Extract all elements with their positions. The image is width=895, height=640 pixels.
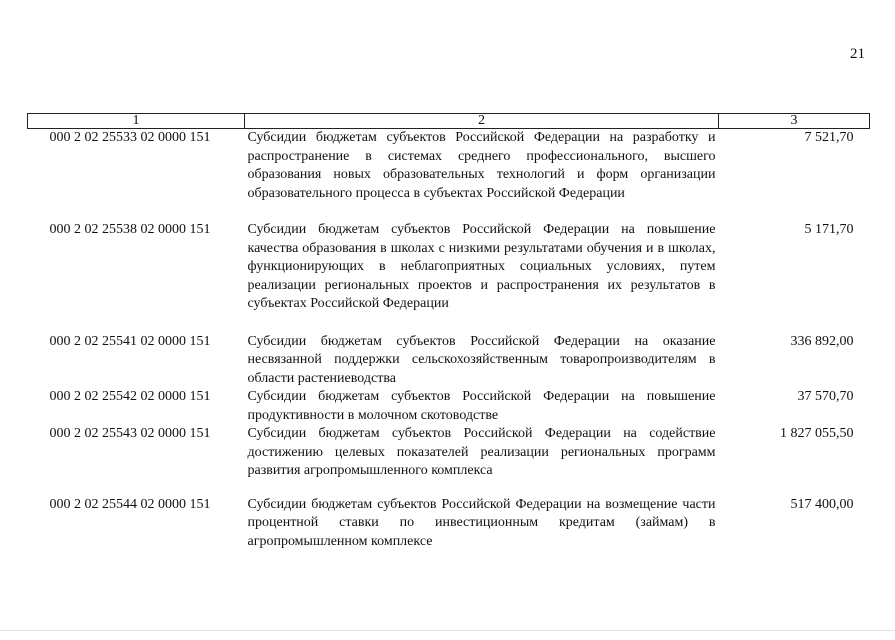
page-number: 21 [850, 46, 865, 62]
column-header-amount: 3 [719, 114, 870, 129]
subsidy-amount: 7 521,70 [804, 130, 854, 145]
row-spacer [28, 481, 870, 496]
table-row [28, 388, 870, 425]
subsidy-description: Субсидии бюджетам субъектов Российской Федерации на возмещение части процентной ставки по инвестиционным кредитам (займам) в агропромышленном комплексе [247, 496, 716, 549]
subsidy-amount: 336 892,00 [790, 333, 854, 349]
table-row [28, 129, 870, 204]
subsidy-description: Субсидии бюджетам субъектов Российской Федерации на оказание несвязанной поддержки сельскохозяйственным товаропроизводителям в области растениеводства [247, 333, 716, 386]
budget-code: 000 2 02 25542 02 0000 151 [49, 389, 211, 404]
budget-code: 000 2 02 25538 02 0000 151 [49, 222, 211, 237]
subsidy-amount: 517 400,00 [790, 496, 854, 512]
table-row [28, 333, 870, 389]
budget-code: 000 2 02 25541 02 0000 151 [49, 333, 211, 349]
row-spacer [28, 314, 870, 333]
column-header-description: 2 [245, 114, 719, 129]
table-row [28, 425, 870, 481]
budget-code: 000 2 02 25544 02 0000 151 [49, 496, 211, 512]
subsidy-description: Субсидии бюджетам субъектов Российской Федерации на повышение продуктивности в молочном скотоводстве [247, 389, 716, 423]
budget-code: 000 2 02 25533 02 0000 151 [49, 130, 211, 145]
column-header-code: 1 [28, 114, 245, 129]
subsidy-description: Субсидии бюджетам субъектов Российской Федерации на разработку и распространение в системах среднего профессионального, высшего образования новых образовательных технологий и форм организации образовательного процесса в субъектах Российской Федерации [247, 130, 716, 201]
table-header-row [28, 114, 870, 129]
table-row [28, 221, 870, 314]
subsidies-table [27, 113, 870, 551]
subsidy-description: Субсидии бюджетам субъектов Российской Федерации на повышение качества образования в школах с низкими результатами обучения и в школах, функционирующих в неблагоприятных социальных условиях, путем реализации региональных проектов и распространения их результатов в субъектах Российской Федерации [247, 222, 716, 311]
budget-code: 000 2 02 25543 02 0000 151 [49, 426, 211, 441]
subsidy-amount: 1 827 055,50 [780, 426, 854, 441]
table-row [28, 496, 870, 552]
subsidy-amount: 5 171,70 [804, 222, 854, 237]
subsidy-amount: 37 570,70 [797, 389, 854, 404]
row-spacer [28, 203, 870, 221]
scan-artifact-line [0, 630, 895, 631]
subsidy-description: Субсидии бюджетам субъектов Российской Федерации на содействие достижению целевых показателей реализации региональных программ развития агропромышленного комплекса [247, 426, 716, 478]
